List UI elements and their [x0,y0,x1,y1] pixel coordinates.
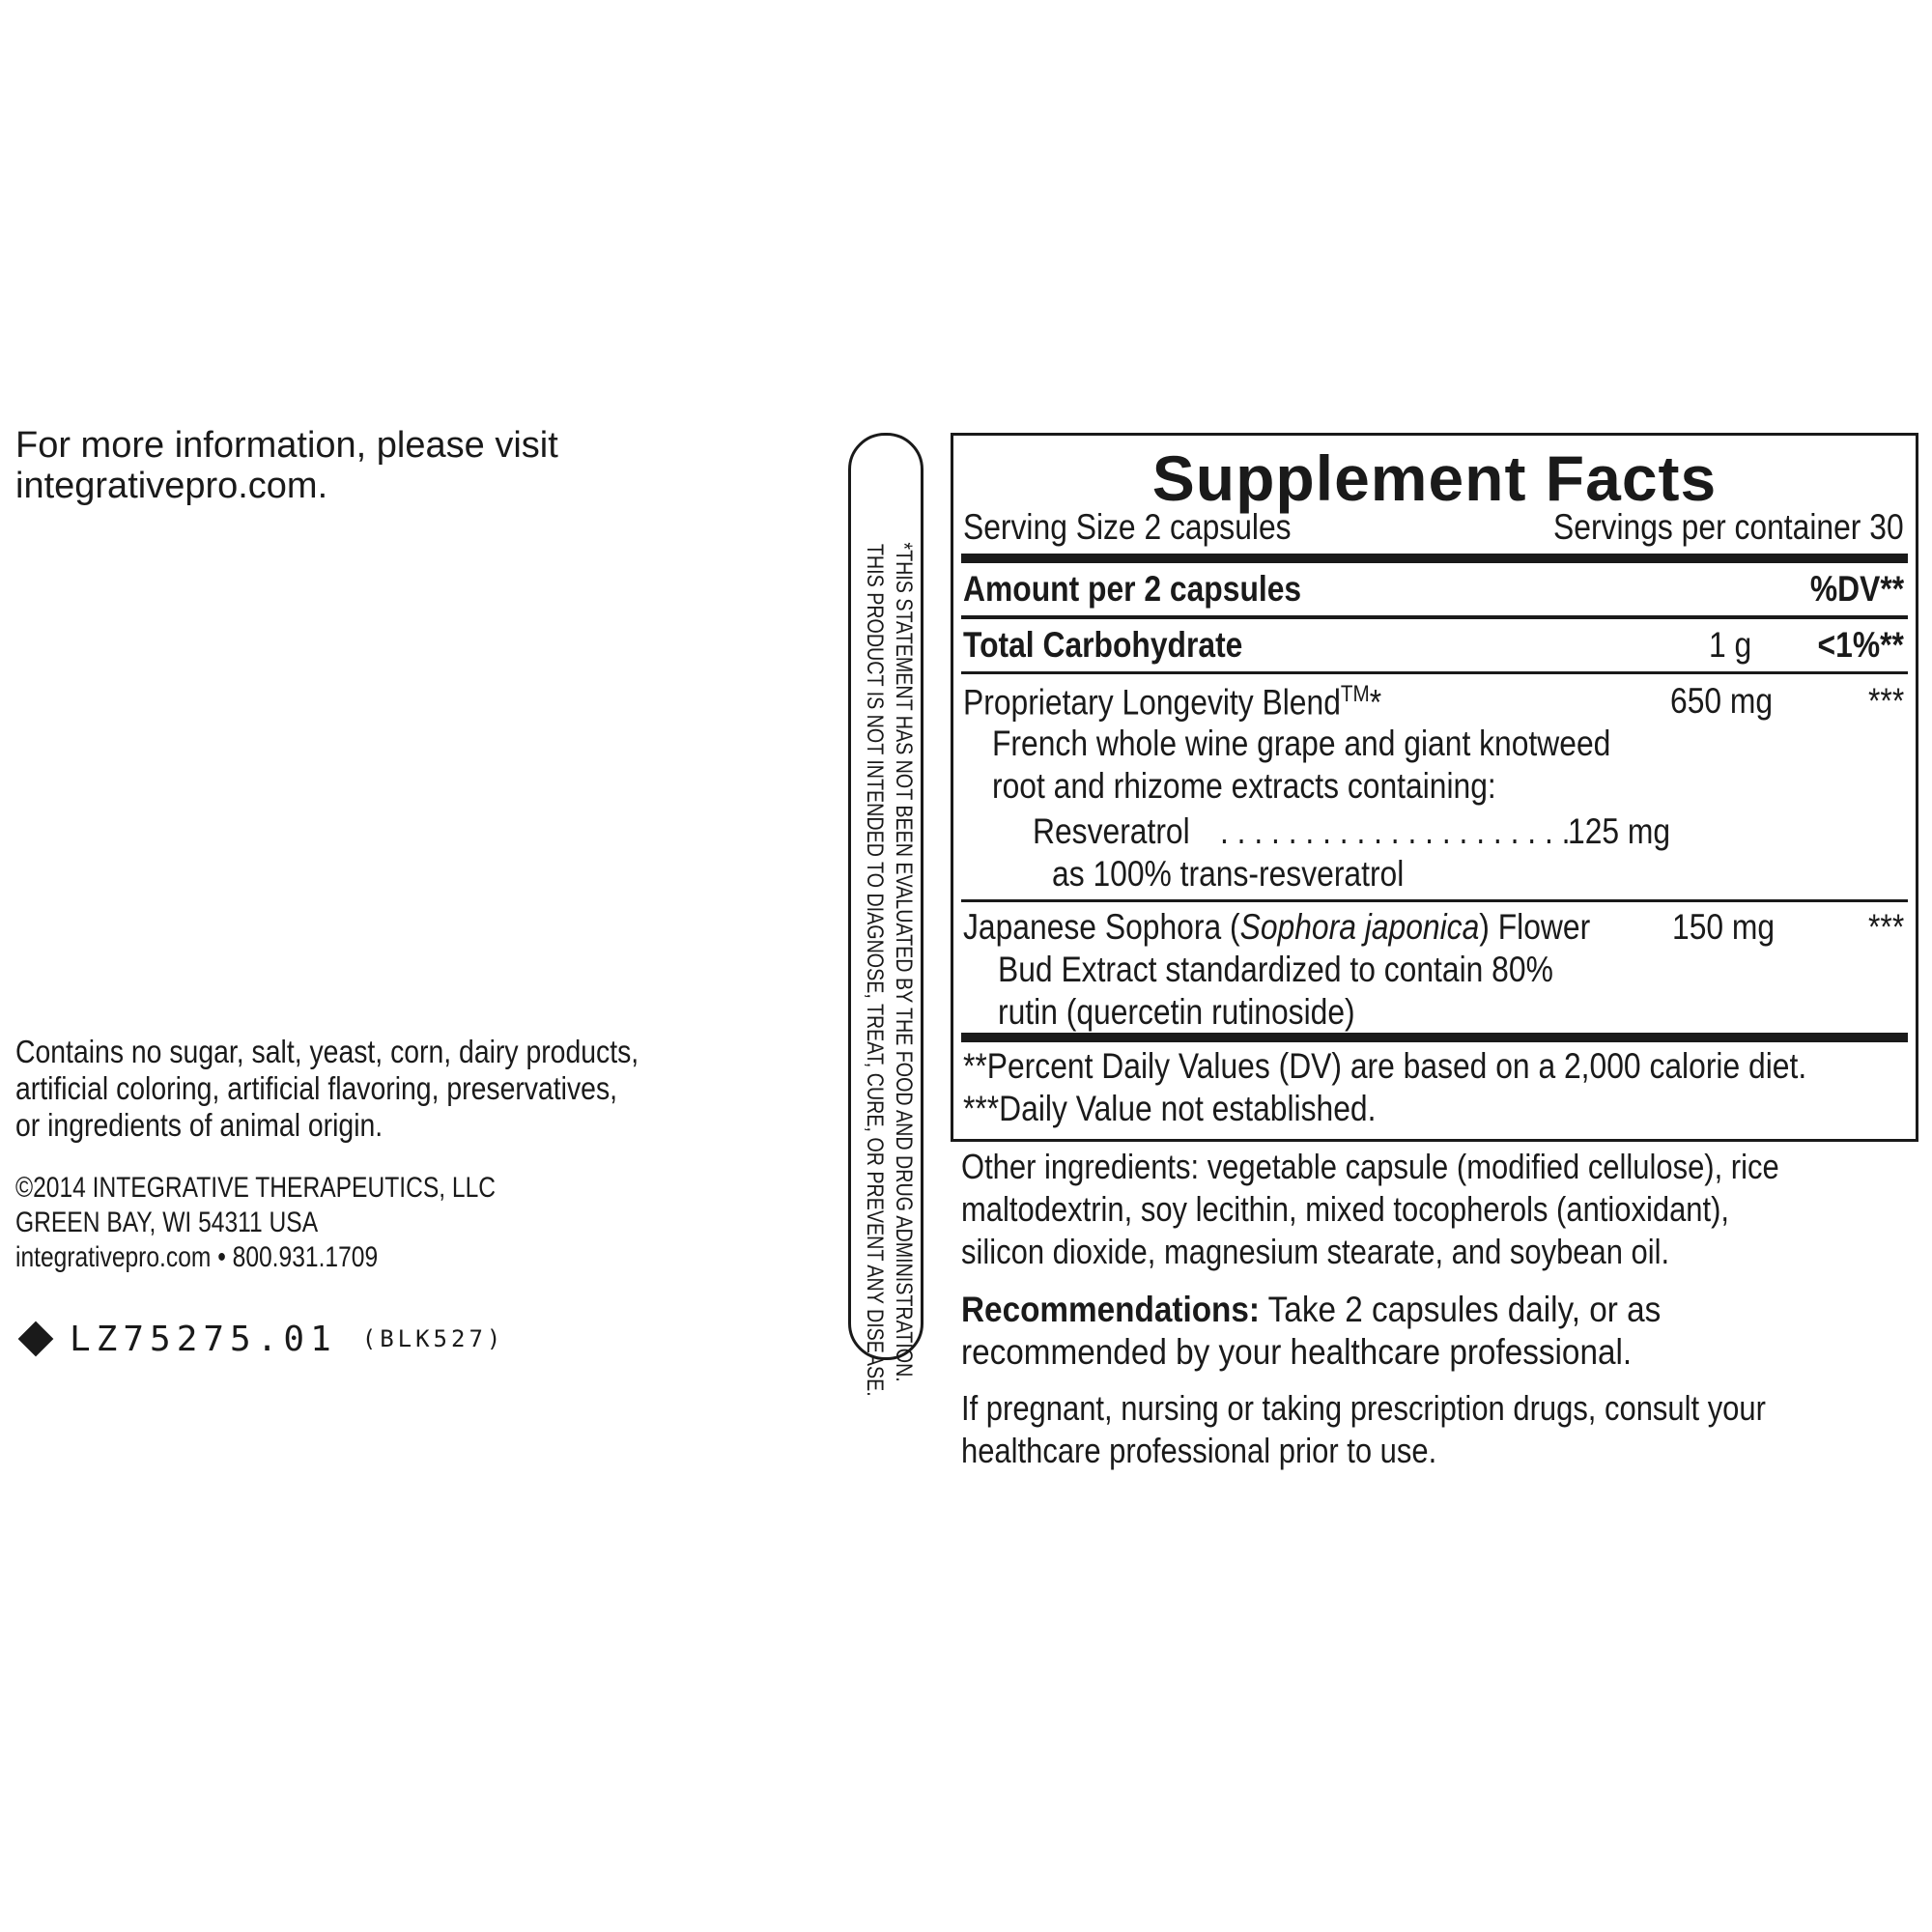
more-info-text [15,425,788,506]
divider [961,671,1908,674]
diamond-icon [18,1321,54,1357]
other-ingredients [961,1146,1918,1273]
dot-leader: . . . . . . . . . . . . . . . . . . . . . [1220,811,1571,851]
sophora-description: rutin (quercetin rutinoside) [998,992,1355,1032]
fda-disclaimer-box [848,433,923,1397]
recommendations-text: Take 2 capsules daily, or as [1260,1290,1662,1329]
divider [961,899,1908,902]
divider [961,615,1908,619]
resveratrol-subtext: as 100% trans-resveratrol [1052,854,1405,894]
recommendations [961,1289,1918,1374]
warning-line: healthcare professional prior to use. [961,1431,1437,1470]
lot-sub-code: (BLK527) [361,1325,505,1352]
disclaimer-line-2: THIS PRODUCT IS NOT INTENDED TO DIAGNOSE, TREAT, CURE, OR PREVENT ANY DISEASE. [862,543,888,1397]
warning-line: If pregnant, nursing or taking prescription drugs, consult your [961,1388,1766,1428]
recommendations-text: recommended by your healthcare professional. [961,1332,1633,1372]
copyright-text: ©2014 INTEGRATIVE THERAPEUTICS, LLC [15,1172,497,1204]
contains-line: artificial coloring, artificial flavoring, preservatives, [15,1070,618,1106]
contact-text: integrativepro.com • 800.931.1709 [15,1241,379,1273]
thick-divider [961,554,1908,563]
carb-dv: <1%** [1817,625,1904,665]
blend-description: root and rhizome extracts containing: [992,766,1496,806]
blend-label: Proprietary Longevity Blend™* [963,681,1382,723]
supplement-facts-panel [951,433,1918,1142]
blend-dv: *** [1867,681,1904,721]
sophora-label: Japanese Sophora (Sophora japonica) Flower [963,907,1591,947]
address-text: GREEN BAY, WI 54311 USA [15,1207,319,1238]
other-ingredients-line: maltodextrin, soy lecithin, mixed tocopherols (antioxidant), [961,1189,1730,1229]
contains-line: or ingredients of animal origin. [15,1107,384,1143]
amount-header: Amount per 2 capsules [963,569,1302,609]
other-ingredients-line: silicon dioxide, magnesium stearate, and soybean oil. [961,1232,1670,1271]
fda-disclaimer-text [860,450,918,1397]
lot-code-row [15,1318,504,1360]
sophora-dv: *** [1867,907,1904,947]
serving-size: Serving Size 2 capsules [963,507,1292,547]
carb-label: Total Carbohydrate [963,625,1243,665]
disclaimer-line-1: *THIS STATEMENT HAS NOT BEEN EVALUATED BY THE FOOD AND DRUG ADMINISTRATION. [891,542,917,1382]
sophora-amount: 150 mg [1672,907,1776,947]
sophora-description: Bud Extract standardized to contain 80% [998,950,1553,989]
trademark-mark: TM [1340,681,1370,707]
contains-statement [15,1034,788,1144]
more-info-line: For more information, please visit [15,425,558,466]
footnote-dv: **Percent Daily Values (DV) are based on a 2,000 calorie diet. [963,1046,1807,1086]
blend-description: French whole wine grape and giant knotweed [992,724,1611,763]
contains-line: Contains no sugar, salt, yeast, corn, dairy products, [15,1034,639,1069]
resveratrol-label: Resveratrol [1033,811,1190,851]
company-info [15,1171,788,1275]
carb-amount: 1 g [1709,625,1752,665]
recommendations-label: Recommendations: [961,1290,1261,1329]
facts-title: Supplement Facts [1151,442,1718,514]
footnote-not-established: ***Daily Value not established. [963,1089,1377,1128]
lot-code: LZ75275.01 [70,1319,337,1359]
website-link[interactable]: integrativepro.com. [15,466,328,506]
servings-per-container: Servings per container 30 [1553,507,1904,547]
other-ingredients-line: Other ingredients: vegetable capsule (modified cellulose), rice [961,1147,1779,1186]
blend-amount: 650 mg [1670,681,1774,721]
thick-divider [961,1033,1908,1042]
resveratrol-amount: 125 mg [1568,811,1671,851]
pregnancy-warning [961,1387,1918,1472]
dv-header: %DV** [1809,569,1904,609]
